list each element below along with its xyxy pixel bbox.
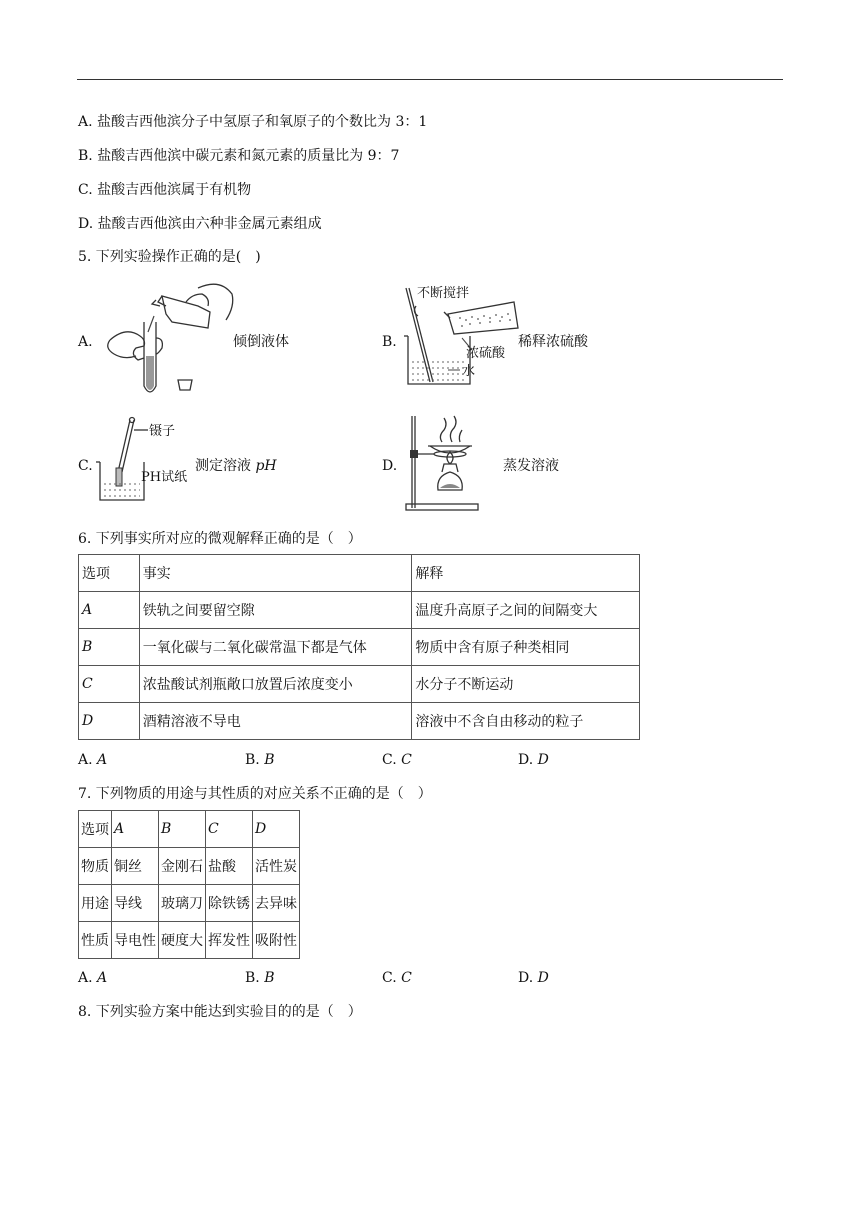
table-cell: 去异味	[253, 885, 300, 922]
table-cell: 吸附性	[253, 922, 300, 959]
conc-acid-label: 浓硫酸	[466, 346, 506, 361]
evaporation-illustration	[398, 412, 488, 512]
table-cell: 活性炭	[253, 848, 300, 885]
table-cell: 一氧化碳与二氧化碳常温下都是气体	[139, 629, 412, 666]
q6-answer-b	[245, 751, 275, 769]
q7-answer-a	[78, 969, 107, 987]
answer-letter: B.	[245, 752, 265, 768]
ph-paper-label: PH试纸	[141, 470, 188, 485]
table-cell: 挥发性	[206, 922, 253, 959]
q6-answer-c	[382, 751, 412, 769]
table-cell: 铜丝	[112, 848, 159, 885]
q6-stem: 6. 下列事实所对应的微观解释正确的是（ ）	[78, 531, 362, 547]
table-cell: C	[79, 666, 140, 703]
water-label: 水	[462, 364, 476, 379]
q5-option-d-caption: 蒸发溶液	[503, 458, 559, 474]
table-header-cell: 解释	[412, 555, 640, 592]
table-cell: 物质中含有原子种类相同	[412, 629, 640, 666]
q4-option-b: B. 盐酸吉西他滨中碳元素和氮元素的质量比为 9：7	[78, 148, 400, 164]
answer-var: D	[537, 752, 549, 768]
q7-stem: 7. 下列物质的用途与其性质的对应关系不正确的是（ ）	[78, 786, 432, 802]
q5-option-d-letter: D.	[382, 458, 398, 474]
answer-letter: C.	[382, 970, 402, 986]
table-cell: 铁轨之间要留空隙	[139, 592, 412, 629]
table-cell: 性质	[79, 922, 112, 959]
answer-var: A	[97, 752, 108, 768]
table-row	[79, 922, 300, 959]
header-rule	[77, 79, 783, 80]
stir-label: 不断搅拌	[417, 286, 470, 301]
answer-var: B	[264, 752, 275, 768]
q4-option-c: C. 盐酸吉西他滨属于有机物	[78, 182, 252, 198]
table-cell: 用途	[79, 885, 112, 922]
answer-letter: A.	[78, 970, 98, 986]
q6-table	[78, 554, 640, 740]
table-cell: 溶液中不含自由移动的粒子	[412, 703, 640, 740]
table-header-row	[79, 555, 640, 592]
table-header-cell: 事实	[139, 555, 412, 592]
q5-option-a-caption: 倾倒液体	[233, 334, 289, 350]
table-row	[79, 885, 300, 922]
answer-letter: B.	[245, 970, 265, 986]
table-cell: 除铁锈	[206, 885, 253, 922]
q7-answer-b	[245, 969, 275, 987]
q5-option-c-caption	[195, 457, 277, 475]
table-cell: 金刚石	[159, 848, 206, 885]
table-row	[79, 811, 300, 848]
table-cell: A	[79, 592, 140, 629]
table-cell: 盐酸	[206, 848, 253, 885]
table-row	[79, 848, 300, 885]
tweezers-label: 镊子	[149, 424, 176, 439]
table-cell: B	[159, 811, 206, 848]
table-cell: 导线	[112, 885, 159, 922]
table-cell: 物质	[79, 848, 112, 885]
table-cell: D	[253, 811, 300, 848]
table-cell: 酒精溶液不导电	[139, 703, 412, 740]
q5-option-a-letter: A.	[78, 334, 93, 350]
table-row	[79, 592, 640, 629]
table-row	[79, 629, 640, 666]
table-cell: 硬度大	[159, 922, 206, 959]
table-cell: 玻璃刀	[159, 885, 206, 922]
table-cell: A	[112, 811, 159, 848]
answer-var: C	[401, 970, 412, 986]
answer-letter: A.	[78, 752, 98, 768]
q7-answer-c	[382, 969, 412, 987]
q6-answer-a	[78, 751, 107, 769]
table-cell: 水分子不断运动	[412, 666, 640, 703]
pouring-liquid-illustration	[100, 276, 240, 401]
ph-caption-var: pH	[255, 458, 277, 474]
q5-stem: 5. 下列实验操作正确的是( )	[78, 249, 261, 265]
q7-table	[78, 810, 300, 959]
table-cell: D	[79, 703, 140, 740]
table-cell: 温度升高原子之间的间隔变大	[412, 592, 640, 629]
q5-option-b-caption: 稀释浓硫酸	[518, 334, 588, 350]
q4-option-d: D. 盐酸吉西他滨由六种非金属元素组成	[78, 216, 322, 232]
q6-answer-d	[518, 751, 549, 769]
q5-option-b-letter: B.	[382, 334, 397, 350]
table-row	[79, 666, 640, 703]
table-header-cell: 选项	[79, 555, 140, 592]
answer-letter: D.	[518, 970, 538, 986]
q8-stem: 8. 下列实验方案中能达到实验目的的是（ ）	[78, 1004, 362, 1020]
q4-option-a: A. 盐酸吉西他滨分子中氢原子和氧原子的个数比为 3：1	[78, 114, 428, 130]
answer-var: B	[264, 970, 275, 986]
ph-caption-text: 测定溶液	[195, 458, 256, 474]
table-row	[79, 703, 640, 740]
q5-option-c-letter: C.	[78, 458, 93, 474]
table-cell: C	[206, 811, 253, 848]
answer-letter: D.	[518, 752, 538, 768]
answer-var: C	[401, 752, 412, 768]
q7-answer-d	[518, 969, 549, 987]
answer-var: D	[537, 970, 549, 986]
table-cell: 导电性	[112, 922, 159, 959]
table-cell: 浓盐酸试剂瓶敞口放置后浓度变小	[139, 666, 412, 703]
answer-letter: C.	[382, 752, 402, 768]
table-cell: 选项	[79, 811, 112, 848]
answer-var: A	[97, 970, 108, 986]
table-cell: B	[79, 629, 140, 666]
